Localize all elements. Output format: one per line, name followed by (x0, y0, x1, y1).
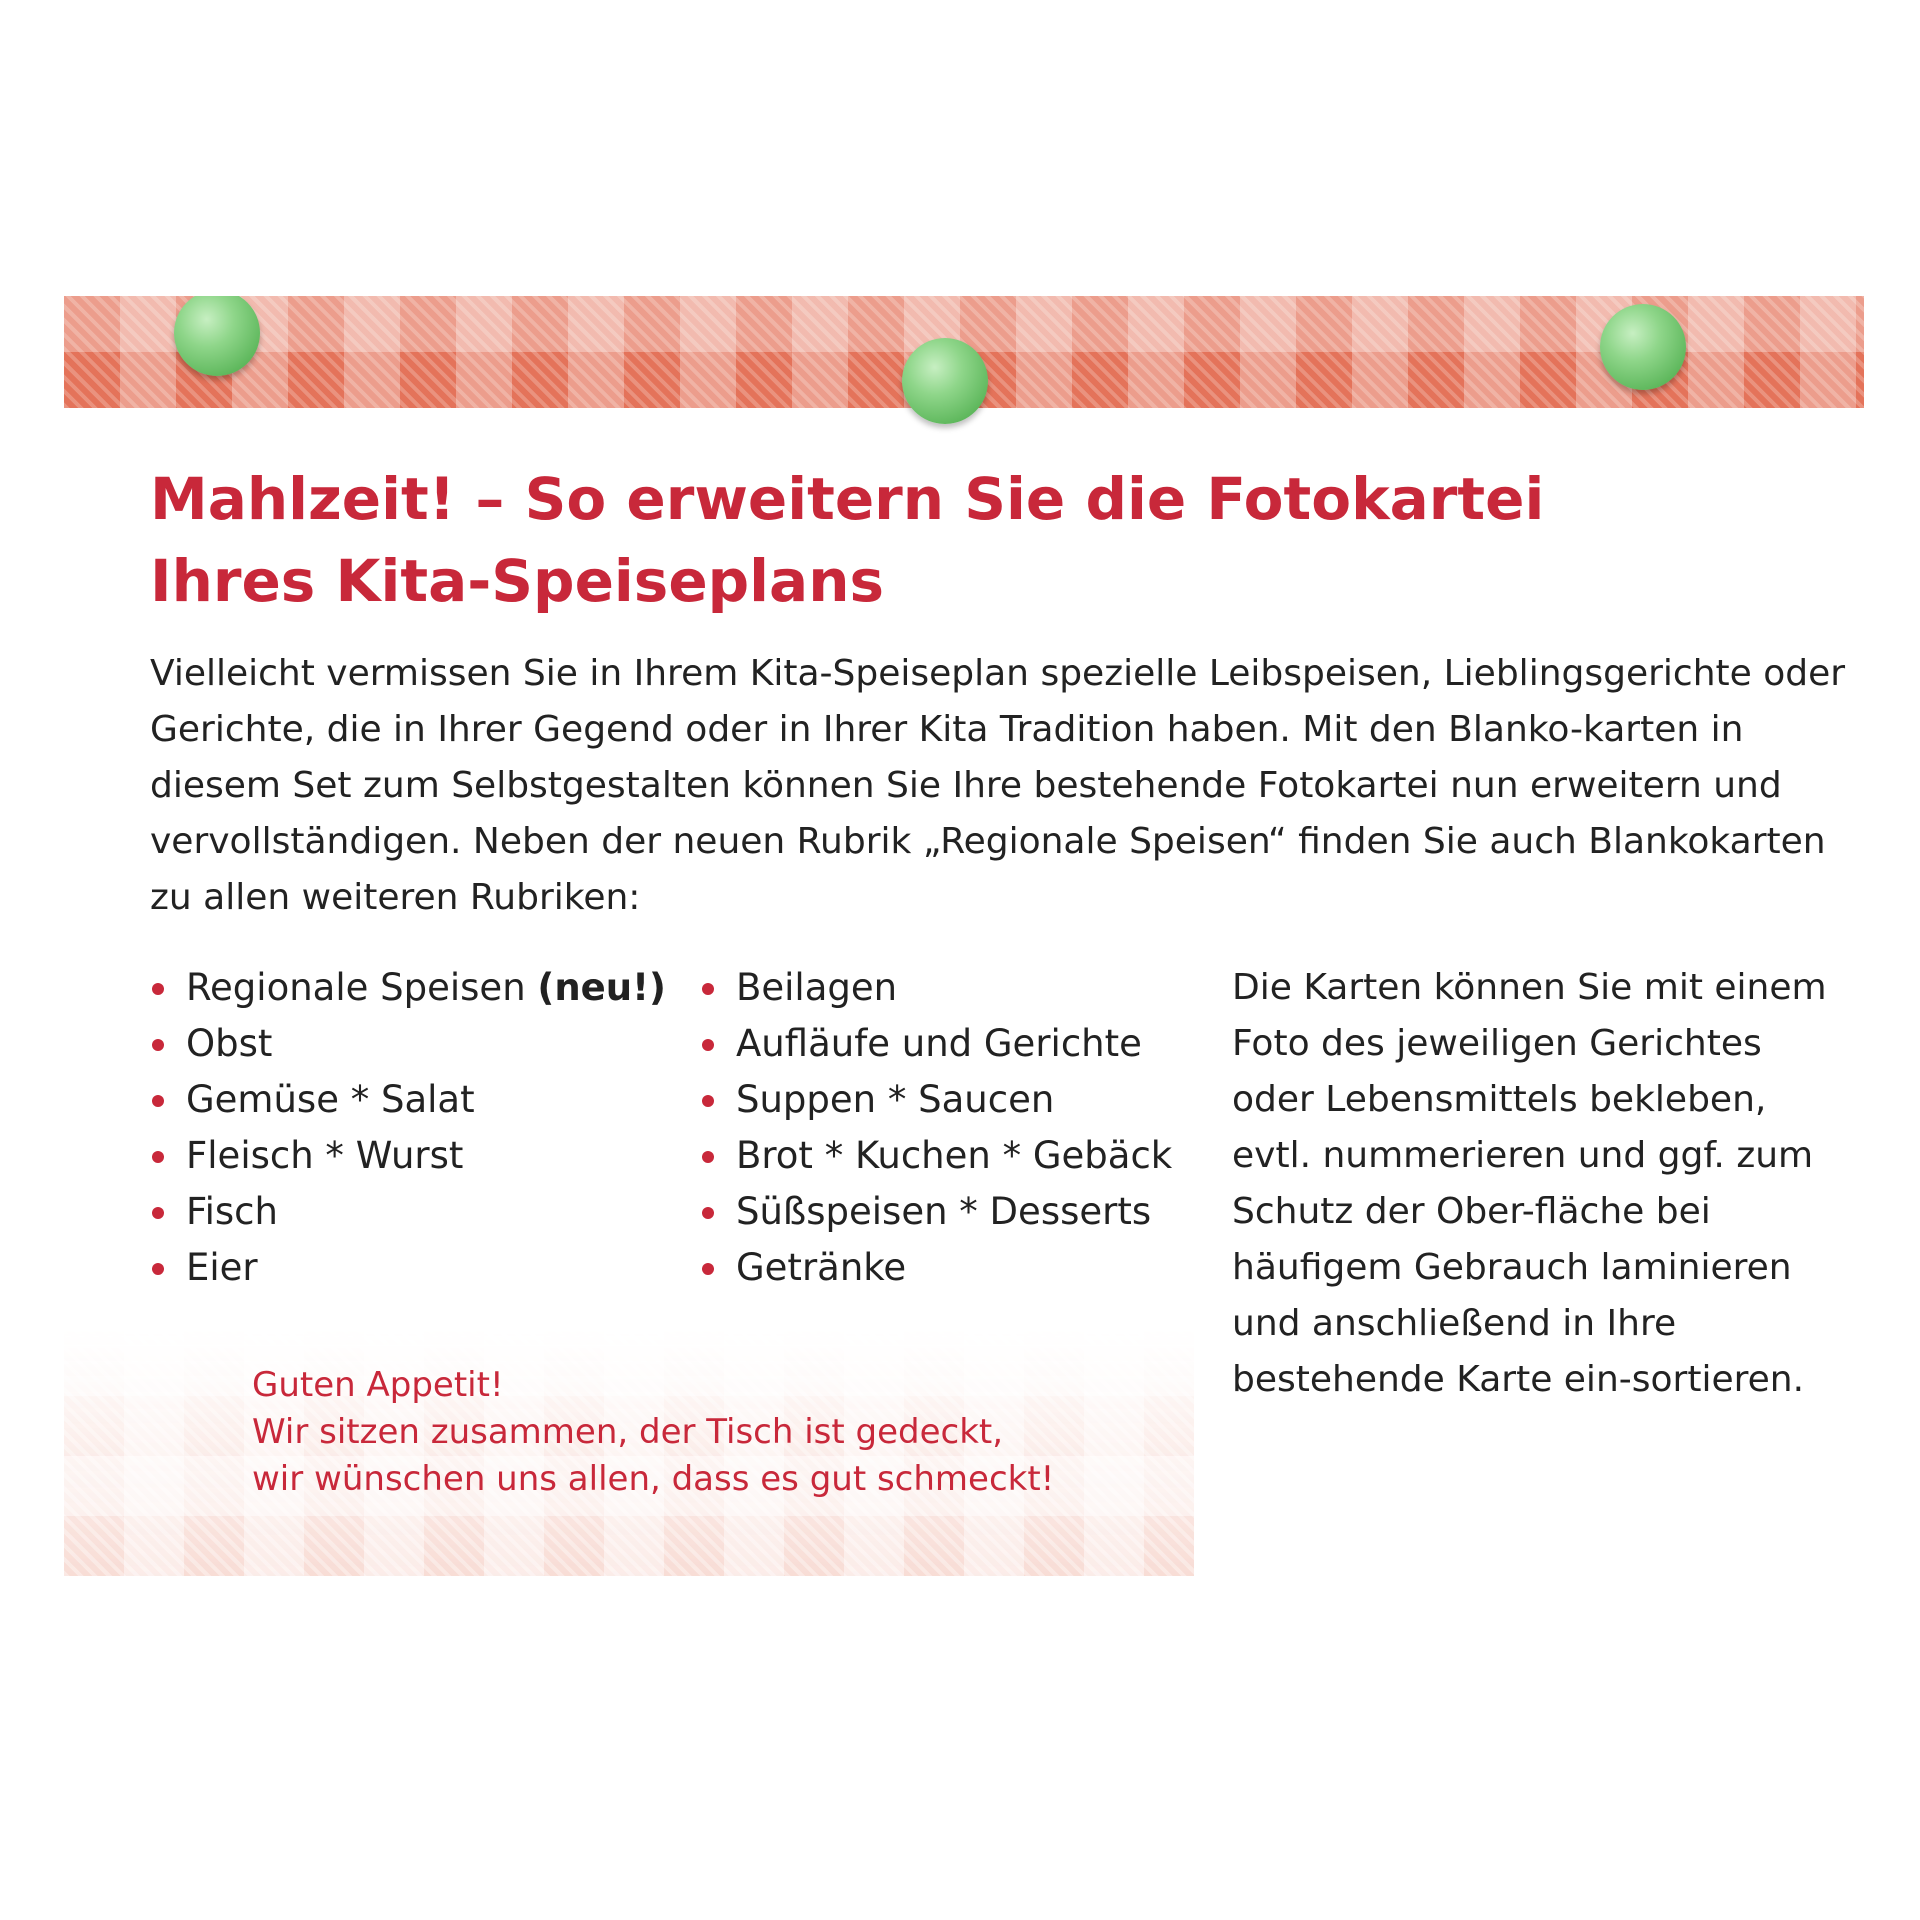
green-pin-icon (902, 338, 988, 424)
instructions-note: Die Karten können Sie mit einem Foto des jeweiligen Gerichtes oder Lebensmittels bekleben, evtl. nummerieren und ggf. zum Schutz der Ober-fläche bei häufigem Gebrauch laminieren und anschließend in Ihre bestehende Karte ein-sortieren. (1232, 967, 1827, 1400)
closing-line: wir wünschen uns allen, dass es gut schmeckt! (252, 1459, 1055, 1499)
list-item: Brot * Kuchen * Gebäck (700, 1128, 1172, 1184)
bullet-icon (702, 1151, 714, 1163)
list-item: Obst (150, 1016, 666, 1072)
list-item: Beilagen (700, 960, 1172, 1016)
list-item: Gemüse * Salat (150, 1072, 666, 1128)
bullet-icon (152, 1151, 164, 1163)
bullet-icon (152, 1095, 164, 1107)
list-item: Süßspeisen * Desserts (700, 1184, 1172, 1240)
category-list-left (150, 960, 666, 1296)
list-item: Eier (150, 1240, 666, 1296)
closing-verse (252, 1362, 1152, 1503)
bullet-icon (152, 1039, 164, 1051)
list-item: Suppen * Saucen (700, 1072, 1172, 1128)
list-item: Fisch (150, 1184, 666, 1240)
green-pin-icon (1600, 304, 1686, 390)
list-item: Regionale Speisen (neu!) (150, 960, 666, 1016)
list-item: Aufläufe und Gerichte (700, 1016, 1172, 1072)
bullet-icon (702, 1207, 714, 1219)
list-item: Getränke (700, 1240, 1172, 1296)
info-card (64, 296, 1864, 1576)
bullet-icon (702, 1039, 714, 1051)
list-item: Fleisch * Wurst (150, 1128, 666, 1184)
closing-line: Guten Appetit! (252, 1365, 504, 1405)
bullet-icon (702, 983, 714, 995)
bullet-icon (152, 983, 164, 995)
page-title: Mahlzeit! – So erweitern Sie die Fotokartei Ihres Kita-Speiseplans (150, 465, 1545, 615)
bullet-icon (702, 1263, 714, 1275)
bullet-icon (702, 1095, 714, 1107)
bullet-icon (152, 1207, 164, 1219)
closing-line: Wir sitzen zusammen, der Tisch ist gedeckt, (252, 1412, 1004, 1452)
intro-paragraph: Vielleicht vermissen Sie in Ihrem Kita-Speiseplan spezielle Leibspeisen, Lieblingsgerichte oder Gerichte, die in Ihrer Gegend oder in Ihrer Kita Tradition haben. Mit den Blanko-karten in diesem Set zum Selbstgestalten können Sie Ihre bestehende Fotokartei nun erweitern und vervollständigen. Neben der neuen Rubrik „Regionale Speisen“ finden Sie auch Blankokarten zu allen weiteren Rubriken: (150, 653, 1846, 918)
category-list-middle (700, 960, 1172, 1296)
bullet-icon (152, 1263, 164, 1275)
